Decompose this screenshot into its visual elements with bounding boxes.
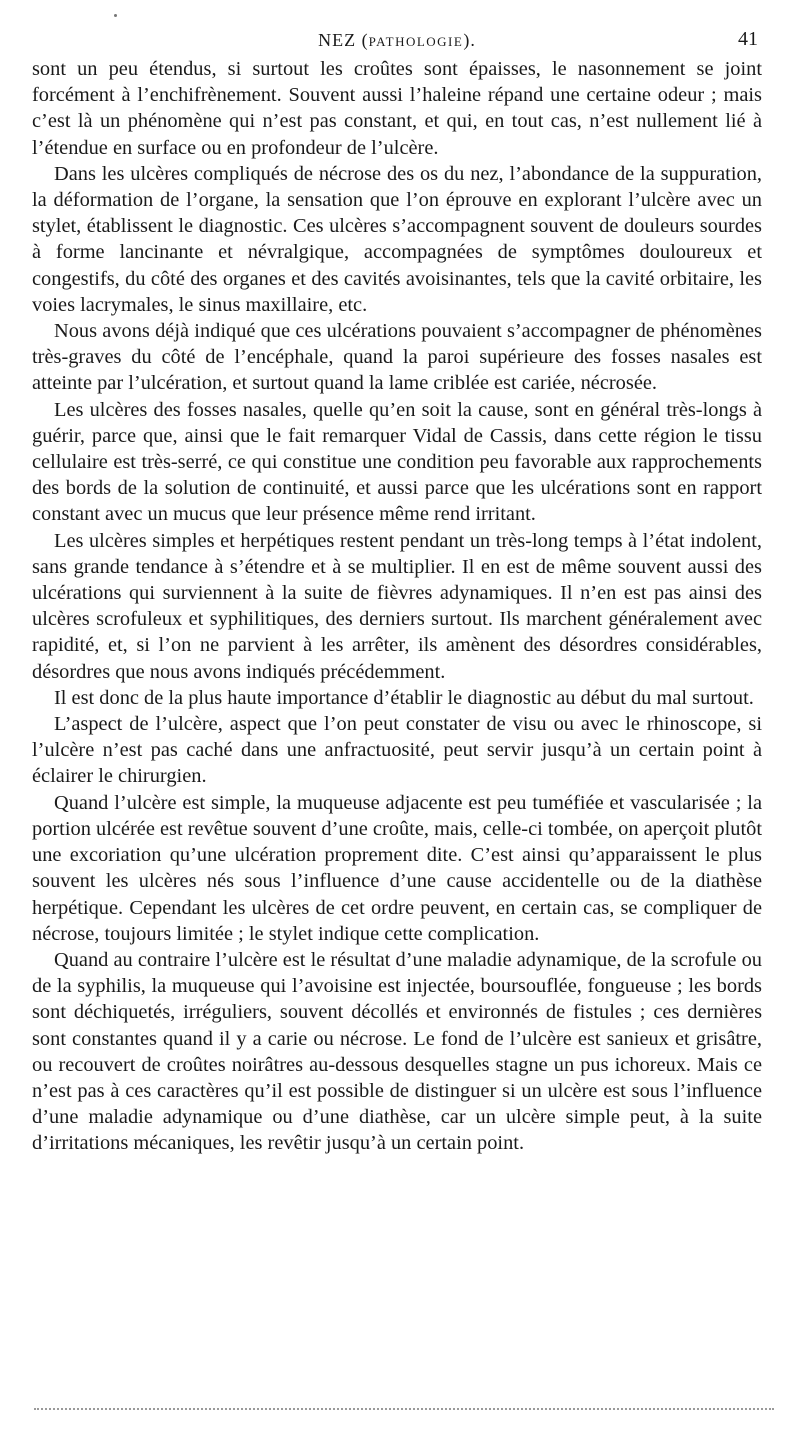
paragraph: Les ulcères des fosses nasales, quelle qu’en soit la cause, sont en général très-longs à guérir, parce que, ainsi que le fait remarquer Vidal de Cassis, dans cette région le tissu cellulaire est très-serré, ce qui constitue une condition peu favorable aux rapprochements des bords de la solution de continuité, et aussi parce que les ulcérations sont en rapport constant avec un mucus que leur présence même rend irritant. [32,398,762,526]
paragraph: Dans les ulcères compliqués de nécrose des os du nez, l’abondance de la suppuration, la déformation de l’organe, la sensation que l’on éprouve en explorant l’ulcère avec un stylet, établissent le diagnostic. Ces ulcères s’accompagnent souvent de douleurs sourdes à forme lancinante et névralgique, accompagnées de symptômes douloureux et congestifs, du côté des organes et des cavités avoisinantes, tels que la cavité orbitaire, les voies lacrymales, le sinus maxillaire, etc. [32,162,762,316]
running-title-main: NEZ ( [318,30,369,50]
paragraph: Les ulcères simples et herpétiques restent pendant un très-long temps à l’état indolent, sans grande tendance à s’étendre et à se multiplier. Il en est de même souvent aussi des ulcérations qui surviennent à la suite de fièvres adynamiques. Il n’en est pas ainsi des ulcères scrofuleux et syphilitiques, des derniers surtout. Ils marchent généralement avec rapidité, et, si l’on ne parvient à les arrêter, ils amènent des désordres considérables, désordres que nous avons indiqués précédemment. [32,529,762,683]
paragraph: Nous avons déjà indiqué que ces ulcérations pouvaient s’accompagner de phénomènes très-graves du côté de l’encéphale, quand la paroi supérieure des fosses nasales est atteinte par l’ulcération, et surtout quand la lame criblée est cariée, nécrosée. [32,320,762,395]
print-speck [114,14,117,17]
running-header [32,26,762,56]
page-number: 41 [738,28,758,50]
running-title-end: ). [463,30,476,50]
paragraph: Il est donc de la plus haute importance d’établir le diagnostic au début du mal surtout. [54,686,754,709]
paragraph: sont un peu étendus, si surtout les croûtes sont épaisses, le nasonnement se joint forcément à l’enchifrènement. Souvent aussi l’haleine répand une certaine odeur ; mais c’est là un phénomène qui n’est pas constant, et qui, en tout cas, n’est nullement lié à l’étendue en surface ou en profondeur de l’ulcère. [32,58,762,159]
paragraph: Quand l’ulcère est simple, la muqueuse adjacente est peu tuméfiée et vascularisée ; la portion ulcérée est revêtue souvent d’une croûte, mais, celle-ci tombée, on aperçoit plutôt une excoriation qu’une ulcération proprement dite. C’est ainsi qu’apparaissent le plus souvent les ulcères nés sous l’influence d’une cause accidentelle ou de la diathèse herpétique. Cependant les ulcères de cet ordre peuvent, en certain cas, se compliquer de nécrose, toujours limitée ; le stylet indique cette complication. [32,791,762,945]
footer-dotted-rule [34,1408,774,1410]
body-text [32,56,762,1157]
paragraph: Quand au contraire l’ulcère est le résultat d’une maladie adynamique, de la scrofule ou de la syphilis, la muqueuse qui l’avoisine est injectée, boursouflée, fongueuse ; les bords sont déchiquetés, irréguliers, souvent décollés et environnés de fistules ; ces dernières sont constantes quand il y a carie ou nécrose. Le fond de l’ulcère est sanieux et grisâtre, ou recouvert de croûtes noirâtres au-dessous desquelles stagne un pus ichoreux. Mais ce n’est pas à ces caractères qu’il est possible de distinguer si un ulcère est sous l’influence d’une maladie adynamique ou d’une diathèse, car un ulcère simple peut, à la suite d’irritations mécaniques, les revêtir jusqu’à un certain point. [32,948,762,1155]
running-title [32,30,762,51]
paragraph: L’aspect de l’ulcère, aspect que l’on peut constater de visu ou avec le rhinoscope, si l’ulcère n’est pas caché dans une anfractuosité, peut servir jusqu’à un certain point à éclairer le chirurgien. [32,713,762,788]
book-page [32,26,762,1157]
running-title-smallcaps: PATHOLOGIE [368,34,464,49]
